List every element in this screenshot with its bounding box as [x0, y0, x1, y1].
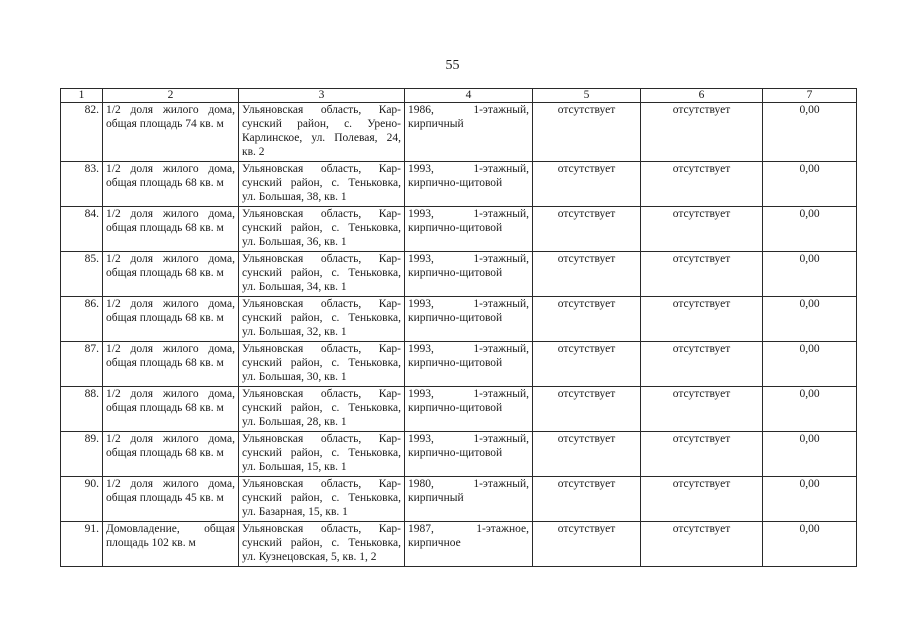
row-number: 85. [84, 253, 99, 265]
object-line: общая площадь 68 кв. м [106, 177, 224, 189]
encumbrance-value: отсутствует [557, 523, 616, 535]
restriction-value: отсутствует [672, 433, 731, 445]
object-name-cell [103, 477, 239, 522]
characteristics-line: кирпичное [408, 537, 461, 549]
encumbrance-value: отсутствует [557, 104, 616, 116]
characteristics-line: 1986, 1-этажный, [408, 104, 529, 116]
row-number: 87. [84, 343, 99, 355]
row-number-cell [61, 162, 103, 207]
address-line: ул. Большая, 15, кв. 1 [242, 461, 347, 473]
object-line: 1/2 доля жилого дома, [106, 163, 235, 175]
encumbrance-value: отсутствует [557, 343, 616, 355]
address-line: сунский район, с. Теньковка, [242, 447, 401, 459]
value-cell [763, 103, 857, 162]
encumbrance-value: отсутствует [557, 163, 616, 175]
row-number-cell [61, 432, 103, 477]
encumbrance-value: отсутствует [557, 208, 616, 220]
address-line: ул. Большая, 32, кв. 1 [242, 326, 347, 338]
page-number: 55 [445, 58, 460, 73]
address-line: ул. Большая, 36, кв. 1 [242, 236, 347, 248]
object-line: 1/2 доля жилого дома, [106, 298, 235, 310]
value-cell [763, 207, 857, 252]
restriction-cell [641, 297, 763, 342]
characteristics-line: 1993, 1-этажный, [408, 208, 529, 220]
row-number-cell [61, 522, 103, 567]
address-line: сунский район, с. Теньковка, [242, 312, 401, 324]
address-line: ул. Большая, 28, кв. 1 [242, 416, 347, 428]
row-number-cell [61, 387, 103, 432]
row-number: 82. [84, 104, 99, 116]
value-cell [763, 297, 857, 342]
row-number-cell [61, 477, 103, 522]
object-name-cell [103, 522, 239, 567]
object-name-cell [103, 162, 239, 207]
object-line: общая площадь 68 кв. м [106, 312, 224, 324]
address-line: ул. Кузнецовская, 5, кв. 1, 2 [242, 551, 377, 563]
object-line: 1/2 доля жилого дома, [106, 104, 235, 116]
property-registry-table [60, 88, 857, 567]
address-line: Ульяновская область, Кар- [242, 478, 401, 490]
address-line: ул. Базарная, 15, кв. 1 [242, 506, 348, 518]
characteristics-line: 1987, 1-этажное, [408, 523, 529, 535]
characteristics-line: 1980, 1-этажный, [408, 478, 529, 490]
address-cell [239, 162, 405, 207]
characteristics-cell [405, 387, 533, 432]
column-header: 1 [61, 89, 103, 103]
restriction-cell [641, 103, 763, 162]
characteristics-line: кирпично-щитовой [408, 222, 503, 234]
restriction-cell [641, 432, 763, 477]
encumbrance-cell [533, 432, 641, 477]
table-row [61, 387, 857, 432]
encumbrance-cell [533, 162, 641, 207]
restriction-value: отсутствует [672, 253, 731, 265]
restriction-value: отсутствует [672, 104, 731, 116]
row-number: 84. [84, 208, 99, 220]
restriction-value: отсутствует [672, 298, 731, 310]
restriction-value: отсутствует [672, 163, 731, 175]
object-line: 1/2 доля жилого дома, [106, 388, 235, 400]
address-line: ул. Большая, 38, кв. 1 [242, 191, 347, 203]
row-number: 90. [84, 478, 99, 490]
value-amount: 0,00 [799, 388, 820, 400]
characteristics-cell [405, 103, 533, 162]
characteristics-cell [405, 342, 533, 387]
address-cell [239, 477, 405, 522]
encumbrance-value: отсутствует [557, 253, 616, 265]
value-cell [763, 522, 857, 567]
address-line: Ульяновская область, Кар- [242, 253, 401, 265]
encumbrance-value: отсутствует [557, 388, 616, 400]
address-line: сунский район, с. Теньковка, [242, 357, 401, 369]
restriction-cell [641, 522, 763, 567]
value-amount: 0,00 [799, 523, 820, 535]
object-line: площадь 102 кв. м [106, 537, 196, 549]
value-cell [763, 387, 857, 432]
encumbrance-cell [533, 522, 641, 567]
restriction-cell [641, 477, 763, 522]
object-line: общая площадь 68 кв. м [106, 402, 224, 414]
address-cell [239, 522, 405, 567]
row-number: 83. [84, 163, 99, 175]
table-header-row [61, 89, 857, 103]
table-row [61, 297, 857, 342]
value-amount: 0,00 [799, 343, 820, 355]
characteristics-line: кирпично-щитовой [408, 267, 503, 279]
value-amount: 0,00 [799, 298, 820, 310]
address-cell [239, 432, 405, 477]
object-name-cell [103, 297, 239, 342]
row-number-cell [61, 252, 103, 297]
encumbrance-cell [533, 207, 641, 252]
address-line: сунский район, с. Теньковка, [242, 177, 401, 189]
characteristics-line: кирпично-щитовой [408, 357, 503, 369]
address-line: Ульяновская область, Кар- [242, 523, 401, 535]
encumbrance-value: отсутствует [557, 298, 616, 310]
column-header: 4 [405, 89, 533, 103]
encumbrance-cell [533, 477, 641, 522]
encumbrance-cell [533, 252, 641, 297]
object-line: общая площадь 68 кв. м [106, 447, 224, 459]
characteristics-line: 1993, 1-этажный, [408, 298, 529, 310]
row-number: 91. [84, 523, 99, 535]
characteristics-cell [405, 207, 533, 252]
value-cell [763, 162, 857, 207]
object-line: общая площадь 74 кв. м [106, 118, 224, 130]
characteristics-line: кирпично-щитовой [408, 447, 503, 459]
value-cell [763, 342, 857, 387]
address-line: Ульяновская область, Кар- [242, 433, 401, 445]
object-name-cell [103, 252, 239, 297]
characteristics-line: кирпично-щитовой [408, 402, 503, 414]
object-line: 1/2 доля жилого дома, [106, 253, 235, 265]
object-name-cell [103, 207, 239, 252]
value-cell [763, 252, 857, 297]
encumbrance-cell [533, 297, 641, 342]
value-cell [763, 432, 857, 477]
row-number-cell [61, 207, 103, 252]
table-row [61, 342, 857, 387]
object-line: общая площадь 68 кв. м [106, 222, 224, 234]
encumbrance-value: отсутствует [557, 478, 616, 490]
characteristics-line: кирпичный [408, 118, 464, 130]
table-row [61, 432, 857, 477]
object-line: 1/2 доля жилого дома, [106, 478, 235, 490]
address-line: Ульяновская область, Кар- [242, 388, 401, 400]
table-body [61, 103, 857, 567]
column-header: 7 [763, 89, 857, 103]
table-row [61, 162, 857, 207]
table-row [61, 477, 857, 522]
object-line: 1/2 доля жилого дома, [106, 208, 235, 220]
characteristics-cell [405, 432, 533, 477]
object-name-cell [103, 342, 239, 387]
address-line: сунский район, с. Теньковка, [242, 537, 401, 549]
object-name-cell [103, 387, 239, 432]
encumbrance-cell [533, 387, 641, 432]
object-line: 1/2 доля жилого дома, [106, 343, 235, 355]
column-header: 2 [103, 89, 239, 103]
restriction-cell [641, 207, 763, 252]
characteristics-line: 1993, 1-этажный, [408, 388, 529, 400]
restriction-cell [641, 342, 763, 387]
characteristics-line: кирпично-щитовой [408, 312, 503, 324]
object-line: 1/2 доля жилого дома, [106, 433, 235, 445]
object-name-cell [103, 103, 239, 162]
address-line: Ульяновская область, Кар- [242, 163, 401, 175]
address-cell [239, 252, 405, 297]
table-row [61, 522, 857, 567]
encumbrance-cell [533, 103, 641, 162]
value-amount: 0,00 [799, 433, 820, 445]
address-cell [239, 207, 405, 252]
address-line: ул. Большая, 30, кв. 1 [242, 371, 347, 383]
restriction-value: отсутствует [672, 523, 731, 535]
restriction-value: отсутствует [672, 343, 731, 355]
address-line: сунский район, с. Теньковка, [242, 222, 401, 234]
encumbrance-value: отсутствует [557, 433, 616, 445]
characteristics-cell [405, 522, 533, 567]
object-line: общая площадь 45 кв. м [106, 492, 224, 504]
object-name-cell [103, 432, 239, 477]
characteristics-cell [405, 162, 533, 207]
restriction-cell [641, 387, 763, 432]
characteristics-line: 1993, 1-этажный, [408, 343, 529, 355]
characteristics-line: 1993, 1-этажный, [408, 163, 529, 175]
object-line: общая площадь 68 кв. м [106, 357, 224, 369]
address-line: Карлинское, ул. Полевая, 24, [242, 132, 401, 144]
row-number: 89. [84, 433, 99, 445]
table-row [61, 207, 857, 252]
characteristics-line: кирпичный [408, 492, 464, 504]
value-amount: 0,00 [799, 253, 820, 265]
table-row [61, 252, 857, 297]
object-line: Домовладение, общая [106, 523, 235, 535]
address-line: сунский район, с. Теньковка, [242, 267, 401, 279]
value-amount: 0,00 [799, 104, 820, 116]
row-number-cell [61, 103, 103, 162]
characteristics-cell [405, 477, 533, 522]
characteristics-line: 1993, 1-этажный, [408, 253, 529, 265]
address-cell [239, 297, 405, 342]
row-number: 86. [84, 298, 99, 310]
characteristics-line: кирпично-щитовой [408, 177, 503, 189]
address-line: Ульяновская область, Кар- [242, 343, 401, 355]
restriction-cell [641, 252, 763, 297]
address-cell [239, 342, 405, 387]
value-cell [763, 477, 857, 522]
row-number-cell [61, 342, 103, 387]
address-line: сунский район, с. Теньковка, [242, 492, 401, 504]
address-line: сунский район, с. Урено- [242, 118, 401, 130]
value-amount: 0,00 [799, 478, 820, 490]
address-line: Ульяновская область, Кар- [242, 104, 401, 116]
value-amount: 0,00 [799, 208, 820, 220]
column-header: 3 [239, 89, 405, 103]
address-line: кв. 2 [242, 146, 265, 158]
address-line: Ульяновская область, Кар- [242, 298, 401, 310]
address-line: сунский район, с. Теньковка, [242, 402, 401, 414]
table-row [61, 103, 857, 162]
restriction-value: отсутствует [672, 208, 731, 220]
row-number-cell [61, 297, 103, 342]
characteristics-line: 1993, 1-этажный, [408, 433, 529, 445]
restriction-value: отсутствует [672, 478, 731, 490]
row-number: 88. [84, 388, 99, 400]
address-cell [239, 387, 405, 432]
object-line: общая площадь 68 кв. м [106, 267, 224, 279]
address-line: Ульяновская область, Кар- [242, 208, 401, 220]
column-header: 6 [641, 89, 763, 103]
column-header: 5 [533, 89, 641, 103]
value-amount: 0,00 [799, 163, 820, 175]
restriction-cell [641, 162, 763, 207]
address-line: ул. Большая, 34, кв. 1 [242, 281, 347, 293]
encumbrance-cell [533, 342, 641, 387]
characteristics-cell [405, 297, 533, 342]
address-cell [239, 103, 405, 162]
characteristics-cell [405, 252, 533, 297]
restriction-value: отсутствует [672, 388, 731, 400]
